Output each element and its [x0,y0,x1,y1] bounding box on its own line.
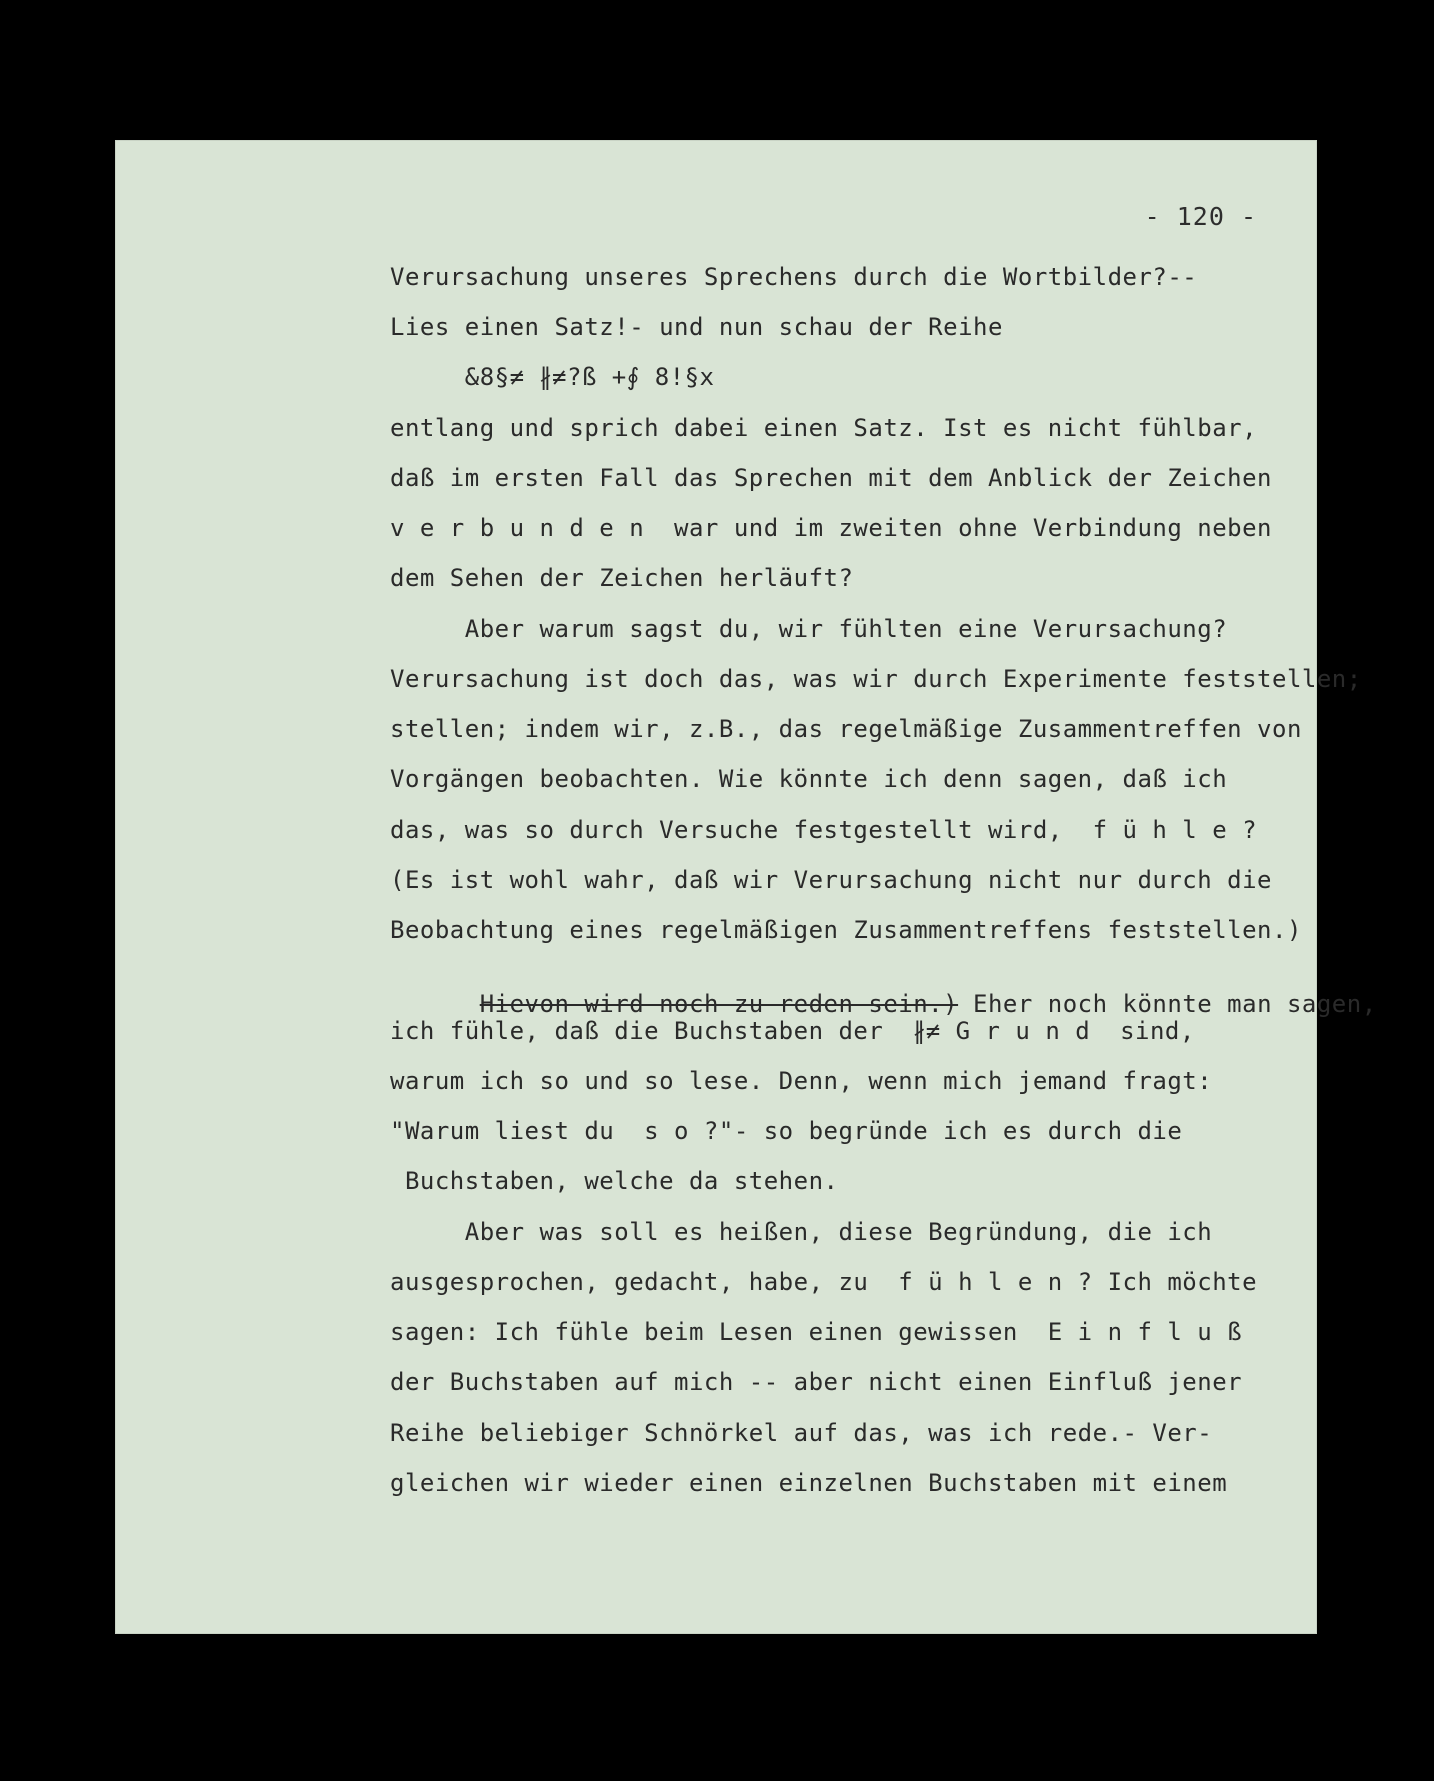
text-line: v e r b u n d e n war und im zweiten ohne Verbindung neben [390,514,1273,542]
document-page [115,140,1377,1634]
text-line: Verursachung unseres Sprechens durch die Wortbilder?-- [390,263,1198,291]
text-line: "Warum liest du s o ?"- so begründe ich es durch die [390,1117,1183,1145]
text-line: das, was so durch Versuche festgestellt wird, f ü h l e ? [390,816,1258,844]
text-line: ausgesprochen, gedacht, habe, zu f ü h l e n ? Ich möchte [390,1268,1258,1296]
symbol-row: &8§≠ ∦≠?ß +∮ 8!§x [390,363,715,391]
text-line: stellen; indem wir, z.B., das regelmäßige Zusammentreffen von [390,715,1302,743]
text-line: Reihe beliebiger Schnörkel auf das, was ich rede.- Ver- [390,1419,1213,1447]
text-line: entlang und sprich dabei einen Satz. Ist es nicht fühlbar, [390,414,1258,442]
text-line: gleichen wir wieder einen einzelnen Buchstaben mit einem [390,1469,1228,1497]
text-line: (Es ist wohl wahr, daß wir Verursachung nicht nur durch die [390,866,1273,894]
struck-text: Hievon wird noch zu reden sein.) [479,990,959,1018]
text-line: Aber was soll es heißen, diese Begründung, die ich [390,1218,1213,1246]
text-line: sagen: Ich fühle beim Lesen einen gewissen E i n f l u ß [390,1318,1243,1346]
text-line: Verursachung ist doch das, was wir durch Experimente feststellen; [390,665,1362,693]
text-line: ich fühle, daß die Buchstaben der ∦≠ G r u n d sind, [390,1017,1195,1045]
text-line: warum ich so und so lese. Denn, wenn mich jemand fragt: [390,1067,1213,1095]
text-line: Buchstaben, welche da stehen. [390,1167,839,1195]
text-line: Lies einen Satz!- und nun schau der Reihe [390,313,1003,341]
text-line: daß im ersten Fall das Sprechen mit dem Anblick der Zeichen [390,464,1273,492]
text-segment: Eher noch könnte man sagen, [958,990,1377,1018]
text-line: Beobachtung eines regelmäßigen Zusammentreffens feststellen.) [390,916,1302,944]
text-line: dem Sehen der Zeichen herläuft? [390,564,854,592]
text-line: der Buchstaben auf mich -- aber nicht einen Einfluß jener [390,1368,1243,1396]
text-line: Aber warum sagst du, wir fühlten eine Verursachung? [390,615,1228,643]
text-line: Vorgängen beobachten. Wie könnte ich denn sagen, daß ich [390,765,1228,793]
page-number: - 120 - [1144,202,1257,231]
